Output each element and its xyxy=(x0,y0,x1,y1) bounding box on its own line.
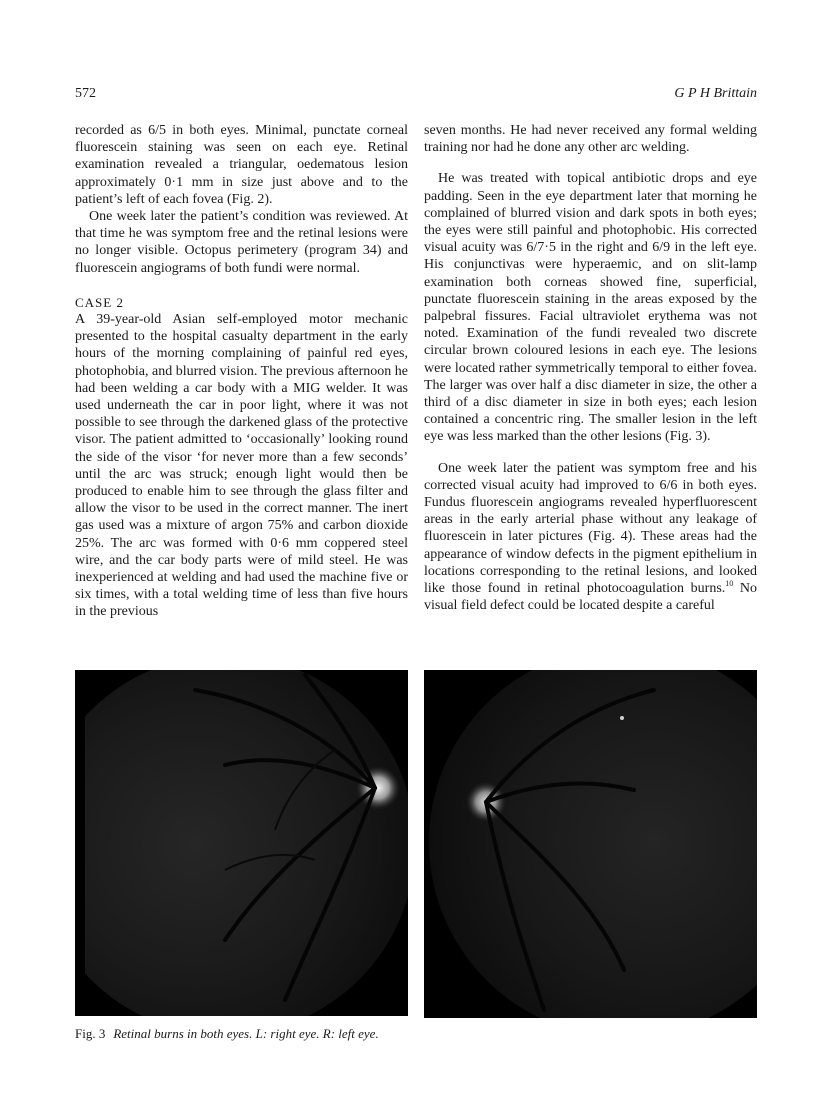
fundus-photo-right-eye xyxy=(75,670,408,1016)
figure-caption-text: Retinal burns in both eyes. L: right eye. R: left eye. xyxy=(113,1026,379,1041)
running-head-author: G P H Brittain xyxy=(674,86,757,101)
section-heading: CASE 2 xyxy=(75,294,124,310)
paragraph: A 39-year-old Asian self-employed motor mechanic presented to the hospital casualty department in the early hours of the morning complaining of painful red eyes, photophobia, and blurred vision. The previous afternoon he had been welding a car body with a MIG welder. It was used underneath the car in poor light, where it was not possible to see through the darkened glass of the protective visor. The patient admitted to ‘occasionally’ looking round the side of the visor ‘for never more than a few seconds’ until the arc was struck; enough light would then be produced to enable him to see through the glass filter and allow the visor to be used in the correct manner. The inert gas used was a mixture of argon 75% and carbon dioxide 25%. The arc was formed with 0·6 mm coppered steel wire, and the car body parts were of mild steel. He was inexperienced at welding and had used the machine five or six times, with a total welding time of less than five hours in the previous xyxy=(75,312,408,620)
paragraph: One week later the patient’s condition was reviewed. At that time he was symptom free and the retinal lesions were no longer visible. Octopus perimetery (program 34) and fluorescein angiograms of both fundi were normal. xyxy=(75,209,408,276)
left-column xyxy=(75,122,408,621)
fundus-photo-left-eye xyxy=(424,670,757,1018)
fundus-image xyxy=(75,670,408,1016)
right-column xyxy=(424,122,757,614)
paragraph-text-tail: No visual field defect could be located despite a careful xyxy=(424,581,757,614)
paragraph: recorded as 6/5 in both eyes. Minimal, punctate corneal fluorescein staining was seen on each eye. Retinal examination revealed a triangular, oedematous lesion approximately 0·1 mm in size just above and to the patient’s left of each fovea (Fig. 2). xyxy=(75,123,408,207)
paragraph: He was treated with topical antibiotic drops and eye padding. Seen in the eye department later that morning he complained of blurred vision and dark spots in both eyes; the eyes were still painful and photophobic. His corrected visual acuity was 6/7·5 in the right and 6/9 in the left eye. His conjunctivas were hyperaemic, and on slit-lamp examination both corneas showed fine, superficial, punctate fluorescein staining in the areas exposed by the palpebral fissures. Facial ultraviolet erythema was not noted. Examination of the fundi revealed two discrete circular brown coloured lesions in each eye. The lesions were located rather symmetrically temporal to either fovea. The larger was over half a disc diameter in size, the other a third of a disc diameter in size in both eyes; each lesion contained a concentric ring. The smaller lesion in the left eye was less marked than the other lesions (Fig. 3). xyxy=(424,171,757,445)
reference-superscript: 10 xyxy=(725,579,734,589)
page-header xyxy=(75,86,757,104)
figure-caption xyxy=(75,1026,379,1042)
page-number: 572 xyxy=(75,86,96,101)
paragraph: seven months. He had never received any formal welding training nor had he done any other arc welding. xyxy=(424,123,757,156)
paragraph xyxy=(424,460,757,615)
figure-label: Fig. 3 xyxy=(75,1026,106,1041)
fundus-image xyxy=(424,670,757,1018)
paragraph-text: One week later the patient was symptom free and his corrected visual acuity had improved to 6/6 in both eyes. Fundus fluorescein angiograms revealed hyperfluorescent areas in the early arterial phase without any leakage of fluorescein in later pictures (Fig. 4). These areas had the appearance of window defects in the pigment epithelium in locations corresponding to the retinal lesions, and looked like those found in retinal photocoagulation burns. xyxy=(424,460,757,597)
